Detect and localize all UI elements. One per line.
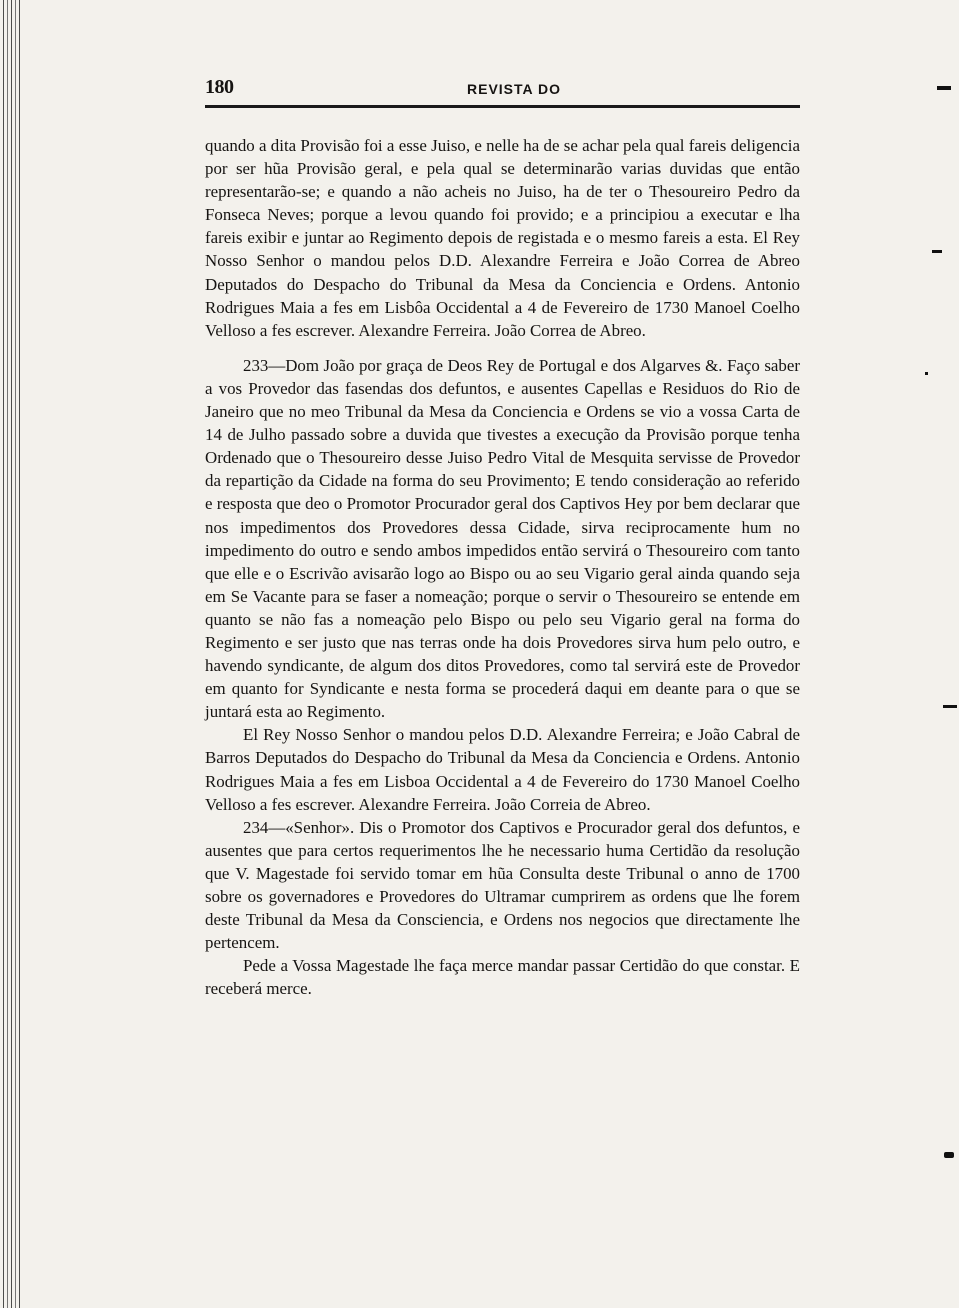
margin-mark [932, 250, 942, 253]
page-number: 180 [205, 76, 234, 98]
margin-mark [944, 1152, 954, 1158]
paragraph-signature-block: El Rey Nosso Senhor o mandou pelos D.D. Alexandre Ferreira; e João Cabral de Barros Deputados do Despacho do Tribunal da Mesa da Conciencia e Ordens. Antonio Rodrigues Maia a fes em Lisboa Occidental a 4 de Fevereiro do 1730 Manoel Coelho Velloso a fes escrever. Alexandre Ferreira. João Correia de Abreo. [205, 725, 800, 814]
margin-mark [943, 705, 957, 708]
paragraph-document-234: 234—«Senhor». Dis o Promotor dos Captivos e Procurador geral dos defuntos, e ausentes que para certos requerimentos lhe he necessario huma Certidão da resolução que V. Magestade foi servido tomar em hũa Consulta deste Tribunal o anno de 1700 sobre os governadores e Provedores do Ultramar cumprirem as ordens que lhe forem deste Tribunal da Mesa da Consciencia, e Ordens nos negocios que directamente lhe pertencem. [205, 817, 800, 953]
paragraph-petition-closing: Pede a Vossa Magestade lhe faça merce mandar passar Certidão do que constar. E receberá merce. [205, 956, 800, 999]
page-body [205, 134, 800, 1000]
paragraph-document-233: 233—Dom João por graça de Deos Rey de Portugal e dos Algarves &. Faço saber a vos Provedor das fasendas dos defuntos, e ausentes Capellas e Residuos do Rio de Janeiro que no meo Tribunal da Mesa da Conciencia e Ordens se vio a vossa Carta de 14 de Julho passado sobre a duvida que tivestes a execução da Provisão porque tenha Ordenado que o Thesoureiro desse Juiso Pedro Vital de Mesquita servisse de Provedor da repartição da Cidade na forma do seu Provimento; E tendo consideração ao referido e resposta que deo o Promotor Procurador geral dos Captivos Hey por bem declarar que nos impedimentos dos Provedores dessa Cidade, sirva reciprocamente hum no impedimento do outro e sendo ambos impedidos então servirá o Thesoureiro com tanto que elle e o Escrivão avisarão logo ao Bispo ou ao seu Vigario geral ainda quando seja em Se Vacante para se faser a nomeação; porque o servir o Thesoureiro se entende em quanto se não fas a nomeação pelo Bispo ou pelo seu Vigario geral na forma do Regimento e ser justo que nas terras onde ha dois Provedores sirva hum pelo outro, e havendo syndicante, de algum dos ditos Provedores, como tal servirá este de Provedor em quanto for Syndicante e nesta forma se procederá daqui em deante para o que se juntará esta ao Regimento. [205, 355, 800, 722]
margin-mark [925, 372, 928, 375]
margin-mark [937, 86, 951, 90]
header-rule [205, 105, 800, 108]
book-binding-edge [0, 0, 22, 1308]
running-head: REVISTA DO [467, 81, 562, 97]
page-header [205, 76, 800, 104]
paragraph-continuation: quando a dita Provisão foi a esse Juiso, e nelle ha de se achar pela qual fareis deligencia por ser hũa Provisão geral, e pela qual se determinarão varias duvidas que então representarão-se; e quando a não acheis no Juiso, ha de ter o Thesoureiro Pedro da Fonseca Neves; porque a levou quando foi provido; e a principiou a executar e lha fareis exibir e juntar ao Regimento depois de registada e o mesmo fareis a esta. El Rey Nosso Senhor o mandou pelos D.D. Alexandre Ferreira e João Correa de Abreo Deputados do Despacho do Tribunal da Mesa da Conciencia e Ordens. Antonio Rodrigues Maia a fes em Lisbôa Occidental a 4 de Fevereiro de 1730 Manoel Coelho Velloso a fes escrever. Alexandre Ferreira. João Correa de Abreo. [205, 136, 800, 340]
